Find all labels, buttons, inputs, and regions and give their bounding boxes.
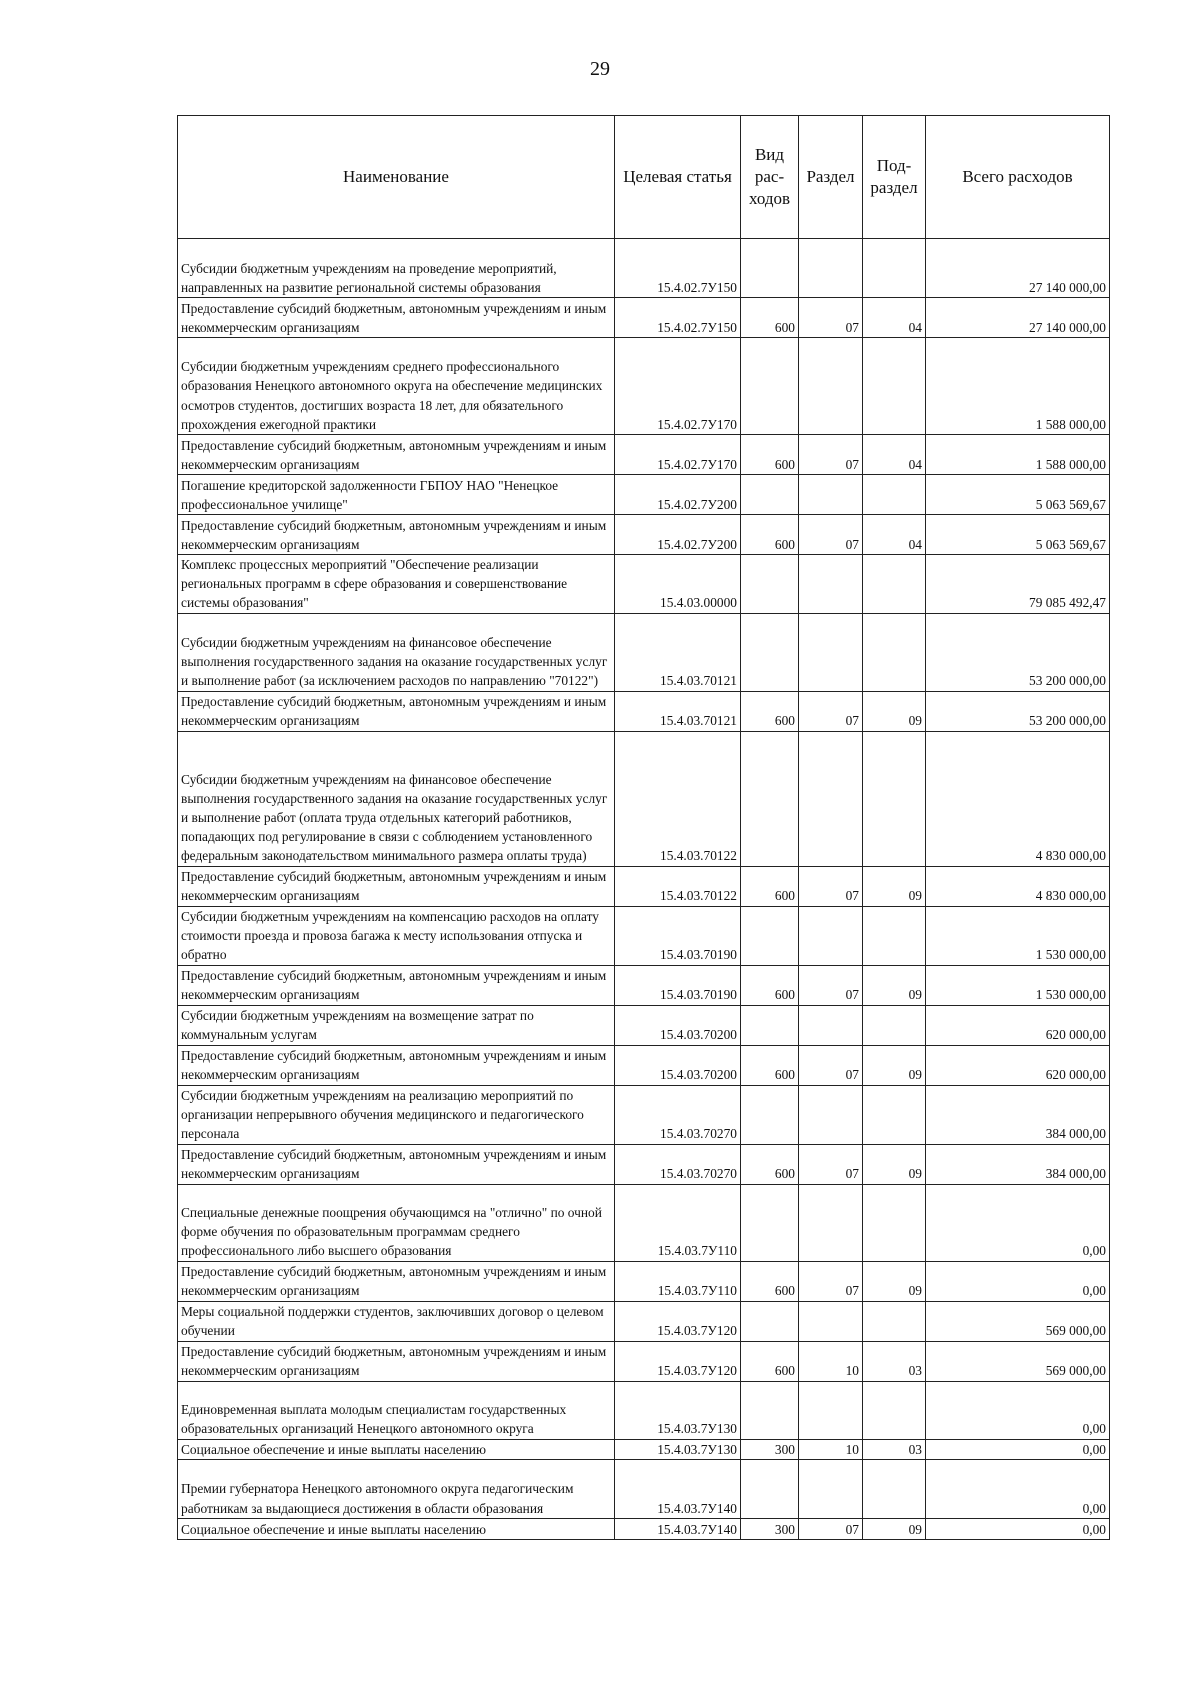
cell-target: 15.4.02.7У170 (615, 338, 741, 435)
cell-subsection: 09 (863, 866, 926, 906)
table-row (178, 475, 1110, 515)
cell-section: 10 (799, 1439, 863, 1459)
table-row (178, 866, 1110, 906)
table-row (178, 691, 1110, 731)
cell-kind: 600 (741, 298, 799, 338)
cell-target: 15.4.03.7У140 (615, 1459, 741, 1518)
cell-total: 53 200 000,00 (926, 613, 1110, 691)
cell-target: 15.4.03.70121 (615, 691, 741, 731)
cell-target: 15.4.02.7У150 (615, 239, 741, 298)
cell-total: 620 000,00 (926, 1045, 1110, 1085)
cell-total: 5 063 569,67 (926, 515, 1110, 555)
cell-kind (741, 1381, 799, 1439)
header-section: Раздел (799, 116, 863, 239)
table-row (178, 1045, 1110, 1085)
cell-target: 15.4.03.70122 (615, 731, 741, 866)
cell-kind: 300 (741, 1518, 799, 1539)
cell-section: 07 (799, 515, 863, 555)
header-subsection: Под- раздел (863, 116, 926, 239)
cell-total: 569 000,00 (926, 1341, 1110, 1381)
cell-name: Предоставление субсидий бюджетным, автономным учреждениям и иным некоммерческим организациям (178, 298, 615, 338)
cell-total: 5 063 569,67 (926, 475, 1110, 515)
cell-name: Погашение кредиторской задолженности ГБПОУ НАО "Ненецкое профессиональное училище" (178, 475, 615, 515)
cell-name: Субсидии бюджетным учреждениям на реализацию мероприятий по организации непрерывного обучения медицинского и педагогического персонала (178, 1085, 615, 1144)
cell-kind: 600 (741, 1341, 799, 1381)
cell-name: Предоставление субсидий бюджетным, автономным учреждениям и иным некоммерческим организациям (178, 1144, 615, 1184)
cell-section (799, 555, 863, 614)
cell-total: 1 530 000,00 (926, 906, 1110, 965)
cell-section (799, 731, 863, 866)
cell-kind (741, 555, 799, 614)
cell-name: Предоставление субсидий бюджетным, автономным учреждениям и иным некоммерческим организациям (178, 866, 615, 906)
cell-name: Предоставление субсидий бюджетным, автономным учреждениям и иным некоммерческим организациям (178, 965, 615, 1005)
cell-total: 620 000,00 (926, 1005, 1110, 1045)
cell-name: Предоставление субсидий бюджетным, автономным учреждениям и иным некоммерческим организациям (178, 1045, 615, 1085)
cell-name: Предоставление субсидий бюджетным, автономным учреждениям и иным некоммерческим организациям (178, 691, 615, 731)
table-row (178, 555, 1110, 614)
cell-kind (741, 1459, 799, 1518)
cell-kind (741, 1184, 799, 1261)
cell-total: 0,00 (926, 1518, 1110, 1539)
table-row (178, 906, 1110, 965)
cell-kind: 600 (741, 1261, 799, 1301)
cell-target: 15.4.03.70270 (615, 1085, 741, 1144)
table-row (178, 731, 1110, 866)
cell-section: 07 (799, 1045, 863, 1085)
cell-name: Предоставление субсидий бюджетным, автономным учреждениям и иным некоммерческим организациям (178, 1341, 615, 1381)
cell-subsection (863, 1005, 926, 1045)
cell-kind: 600 (741, 435, 799, 475)
cell-name: Субсидии бюджетным учреждениям на финансовое обеспечение выполнения государственного задания на оказание государственных услуг и выполнение работ (оплата труда отдельных категорий работников, попадающих под регулирование в связи с соблюдением установленного федеральным законодательством минимального размера оплаты труда) (178, 731, 615, 866)
cell-target: 15.4.02.7У170 (615, 435, 741, 475)
cell-kind: 600 (741, 1144, 799, 1184)
cell-name: Социальное обеспечение и иные выплаты населению (178, 1518, 615, 1539)
table-row (178, 965, 1110, 1005)
cell-subsection: 09 (863, 1518, 926, 1539)
cell-section (799, 1459, 863, 1518)
table-row (178, 1085, 1110, 1144)
table-row (178, 1005, 1110, 1045)
header-target: Целевая статья (615, 116, 741, 239)
cell-target: 15.4.02.7У200 (615, 515, 741, 555)
cell-subsection: 04 (863, 298, 926, 338)
table-row (178, 1261, 1110, 1301)
cell-section: 07 (799, 965, 863, 1005)
table-row (178, 239, 1110, 298)
cell-target: 15.4.03.7У120 (615, 1341, 741, 1381)
table-row (178, 1184, 1110, 1261)
cell-section (799, 1301, 863, 1341)
table-row (178, 1144, 1110, 1184)
cell-target: 15.4.03.70121 (615, 613, 741, 691)
table-row (178, 298, 1110, 338)
cell-total: 569 000,00 (926, 1301, 1110, 1341)
table-header-row (178, 116, 1110, 239)
table-row (178, 515, 1110, 555)
cell-section (799, 239, 863, 298)
cell-name: Меры социальной поддержки студентов, заключивших договор о целевом обучении (178, 1301, 615, 1341)
cell-kind: 300 (741, 1439, 799, 1459)
cell-target: 15.4.03.00000 (615, 555, 741, 614)
cell-name: Субсидии бюджетным учреждениям среднего профессионального образования Ненецкого автономного округа на обеспечение медицинских осмотров студентов, достигших возраста 18 лет, для обязательного прохождения ежегодной практики (178, 338, 615, 435)
cell-target: 15.4.03.7У130 (615, 1381, 741, 1439)
cell-section: 07 (799, 1518, 863, 1539)
cell-kind: 600 (741, 866, 799, 906)
cell-subsection (863, 613, 926, 691)
cell-total: 4 830 000,00 (926, 866, 1110, 906)
cell-section: 07 (799, 1261, 863, 1301)
table-row (178, 1301, 1110, 1341)
cell-section: 07 (799, 691, 863, 731)
cell-target: 15.4.03.7У110 (615, 1184, 741, 1261)
cell-total: 0,00 (926, 1439, 1110, 1459)
cell-name: Специальные денежные поощрения обучающимся на "отлично" по очной форме обучения по образовательным программам среднего профессионального либо высшего образования (178, 1184, 615, 1261)
cell-name: Субсидии бюджетным учреждениям на компенсацию расходов на оплату стоимости проезда и провоза багажа к месту использования отпуска и обратно (178, 906, 615, 965)
cell-subsection (863, 555, 926, 614)
cell-target: 15.4.03.7У120 (615, 1301, 741, 1341)
cell-name: Субсидии бюджетным учреждениям на возмещение затрат по коммунальным услугам (178, 1005, 615, 1045)
table-row (178, 1341, 1110, 1381)
cell-total: 0,00 (926, 1184, 1110, 1261)
cell-target: 15.4.03.7У140 (615, 1518, 741, 1539)
cell-section (799, 475, 863, 515)
cell-kind (741, 731, 799, 866)
cell-section: 07 (799, 435, 863, 475)
cell-subsection: 09 (863, 1261, 926, 1301)
cell-subsection (863, 1459, 926, 1518)
cell-section: 07 (799, 298, 863, 338)
cell-subsection (863, 731, 926, 866)
table-row (178, 1518, 1110, 1539)
cell-name: Комплекс процессных мероприятий "Обеспечение реализации региональных программ в сфере образования и совершенствование системы образования" (178, 555, 615, 614)
table-row (178, 613, 1110, 691)
cell-subsection (863, 1085, 926, 1144)
cell-subsection (863, 1301, 926, 1341)
cell-total: 0,00 (926, 1261, 1110, 1301)
cell-subsection (863, 475, 926, 515)
cell-section (799, 1085, 863, 1144)
header-kind: Вид рас- ходов (741, 116, 799, 239)
cell-kind: 600 (741, 965, 799, 1005)
cell-target: 15.4.03.70190 (615, 906, 741, 965)
cell-kind (741, 338, 799, 435)
cell-kind: 600 (741, 515, 799, 555)
cell-subsection (863, 338, 926, 435)
table-row (178, 435, 1110, 475)
cell-target: 15.4.03.70190 (615, 965, 741, 1005)
cell-total: 0,00 (926, 1381, 1110, 1439)
cell-target: 15.4.02.7У150 (615, 298, 741, 338)
cell-total: 27 140 000,00 (926, 298, 1110, 338)
cell-kind (741, 239, 799, 298)
cell-subsection: 04 (863, 435, 926, 475)
cell-subsection (863, 239, 926, 298)
cell-target: 15.4.03.70200 (615, 1045, 741, 1085)
header-total: Всего расходов (926, 116, 1110, 239)
cell-subsection: 03 (863, 1341, 926, 1381)
cell-kind (741, 906, 799, 965)
cell-total: 53 200 000,00 (926, 691, 1110, 731)
header-name: Наименование (178, 116, 615, 239)
cell-section (799, 1005, 863, 1045)
cell-kind (741, 1301, 799, 1341)
cell-total: 4 830 000,00 (926, 731, 1110, 866)
cell-section (799, 338, 863, 435)
cell-total: 384 000,00 (926, 1144, 1110, 1184)
cell-target: 15.4.03.7У110 (615, 1261, 741, 1301)
cell-subsection: 04 (863, 515, 926, 555)
cell-total: 0,00 (926, 1459, 1110, 1518)
cell-target: 15.4.03.70270 (615, 1144, 741, 1184)
cell-kind (741, 475, 799, 515)
cell-kind (741, 1005, 799, 1045)
cell-subsection: 09 (863, 1045, 926, 1085)
table-row (178, 1381, 1110, 1439)
cell-name: Социальное обеспечение и иные выплаты населению (178, 1439, 615, 1459)
cell-kind: 600 (741, 691, 799, 731)
cell-section (799, 1184, 863, 1261)
cell-subsection: 09 (863, 965, 926, 1005)
cell-total: 1 588 000,00 (926, 435, 1110, 475)
cell-section: 07 (799, 1144, 863, 1184)
cell-total: 384 000,00 (926, 1085, 1110, 1144)
cell-name: Единовременная выплата молодым специалистам государственных образовательных организаций Ненецкого автономного округа (178, 1381, 615, 1439)
cell-subsection (863, 1381, 926, 1439)
table-row (178, 1459, 1110, 1518)
cell-target: 15.4.03.70122 (615, 866, 741, 906)
cell-subsection: 09 (863, 1144, 926, 1184)
cell-section: 07 (799, 866, 863, 906)
table-row (178, 1439, 1110, 1459)
cell-name: Предоставление субсидий бюджетным, автономным учреждениям и иным некоммерческим организациям (178, 1261, 615, 1301)
cell-target: 15.4.03.7У130 (615, 1439, 741, 1459)
cell-kind: 600 (741, 1045, 799, 1085)
cell-name: Предоставление субсидий бюджетным, автономным учреждениям и иным некоммерческим организациям (178, 515, 615, 555)
cell-subsection: 03 (863, 1439, 926, 1459)
table-row (178, 338, 1110, 435)
cell-name: Субсидии бюджетным учреждениям на проведение мероприятий, направленных на развитие региональной системы образования (178, 239, 615, 298)
cell-target: 15.4.03.70200 (615, 1005, 741, 1045)
cell-subsection (863, 906, 926, 965)
cell-name: Предоставление субсидий бюджетным, автономным учреждениям и иным некоммерческим организациям (178, 435, 615, 475)
cell-total: 1 530 000,00 (926, 965, 1110, 1005)
cell-total: 1 588 000,00 (926, 338, 1110, 435)
cell-name: Субсидии бюджетным учреждениям на финансовое обеспечение выполнения государственного задания на оказание государственных услуг и выполнение работ (за исключением расходов по направлению "70122") (178, 613, 615, 691)
cell-name: Премии губернатора Ненецкого автономного округа педагогическим работникам за выдающиеся достижения в области образования (178, 1459, 615, 1518)
cell-section (799, 906, 863, 965)
cell-target: 15.4.02.7У200 (615, 475, 741, 515)
cell-section: 10 (799, 1341, 863, 1381)
cell-section (799, 613, 863, 691)
cell-kind (741, 1085, 799, 1144)
cell-kind (741, 613, 799, 691)
cell-section (799, 1381, 863, 1439)
cell-subsection (863, 1184, 926, 1261)
expenditure-table (177, 115, 1110, 1540)
cell-total: 79 085 492,47 (926, 555, 1110, 614)
page-number: 29 (590, 58, 610, 80)
cell-subsection: 09 (863, 691, 926, 731)
cell-total: 27 140 000,00 (926, 239, 1110, 298)
